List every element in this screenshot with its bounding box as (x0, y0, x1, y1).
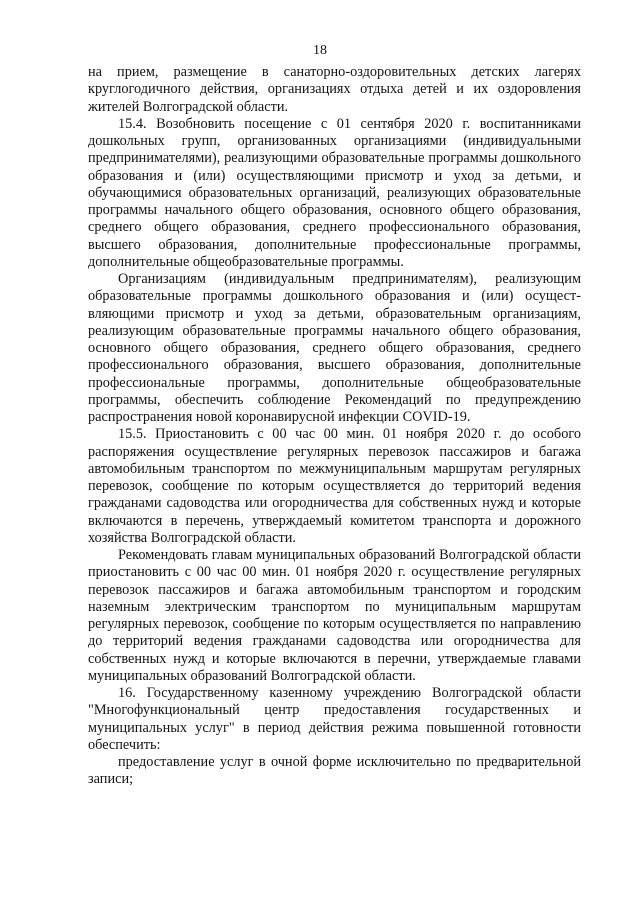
page-number: 18 (313, 43, 327, 58)
document-body (88, 64, 581, 789)
paragraph-lagers-continuation: на прием, размещение в санаторно-оздоровительных детских лагерях круглогодичного действия, организациях отдыха детей и их оздоровления жителей Волгоградской области. (88, 64, 581, 115)
paragraph-15-4: 15.4. Возобновить посещение с 01 сентября 2020 г. воспитанниками дошкольных групп, организованных организациями (индивидуальными предпринимателями), реализующими образовательные программы дошкольного образования и (или) осуществляющими присмотр и уход за детьми, и обучающимися образовательных организаций, реализующих образовательные программы начального общего образования, основного общего образования, среднего общего образования, среднего профессионального образования, высшего образования, дополнительные профессиональные программы, дополнительные общеобразовательные программы. (88, 115, 581, 270)
paragraph-municipal-transport: Рекомендовать главам муниципальных образований Волгоградской области приостановить с 00 час 00 мин. 01 ноября 2020 г. осуществление регулярных перевозок пассажиров и багажа автомобильным транспортом и городским наземным электрическим транспортом по муниципальным маршрутам регулярных перевозок, сообщение по которым осуществляется по направлению до территорий ведения гражданами садоводства или огородничества для собственных нужд и которые включаются в перечни, утверждаемые главами муниципальных образований Волгоградской области. (88, 547, 581, 684)
paragraph-appointment-only: предоставление услуг в очной форме исключительно по предварительной записи; (88, 754, 581, 788)
paragraph-16-mfc: 16. Государственному казенному учреждению Волгоградской области "Многофункциональный центр предоставления государственных и муниципальных услуг" в период действия режима повышенной готовности обеспечить: (88, 685, 581, 753)
paragraph-organizations-recommendations: Организациям (индивидуальным предпринимателям), реализующим образовательные программы дошкольного образования и (или) осуществляющими присмотр и уход за детьми, образовательным организациям, реализующим образовательные программы начального общего образования, основного общего образования, среднего общего образования, среднего профессионального образования, высшего образования, дополнительные профессиональные программы, дополнительные общеобразовательные программы, обеспечить соблюдение Рекомендаций по предупреждению распространения новой коронавирусной инфекции COVID-19. (88, 271, 581, 425)
paragraph-15-5: 15.5. Приостановить с 00 час 00 мин. 01 ноября 2020 г. до особого распоряжения осуществление регулярных перевозок пассажиров и багажа автомобильным транспортом по межмуниципальным маршрутам регулярных перевозок, сообщение по которым осуществляется до территорий ведения гражданами садоводства или огородничества для собственных нужд и которые включаются в перечень, утверждаемый комитетом транспорта и дорожного хозяйства Волгоградской области. (88, 426, 581, 546)
